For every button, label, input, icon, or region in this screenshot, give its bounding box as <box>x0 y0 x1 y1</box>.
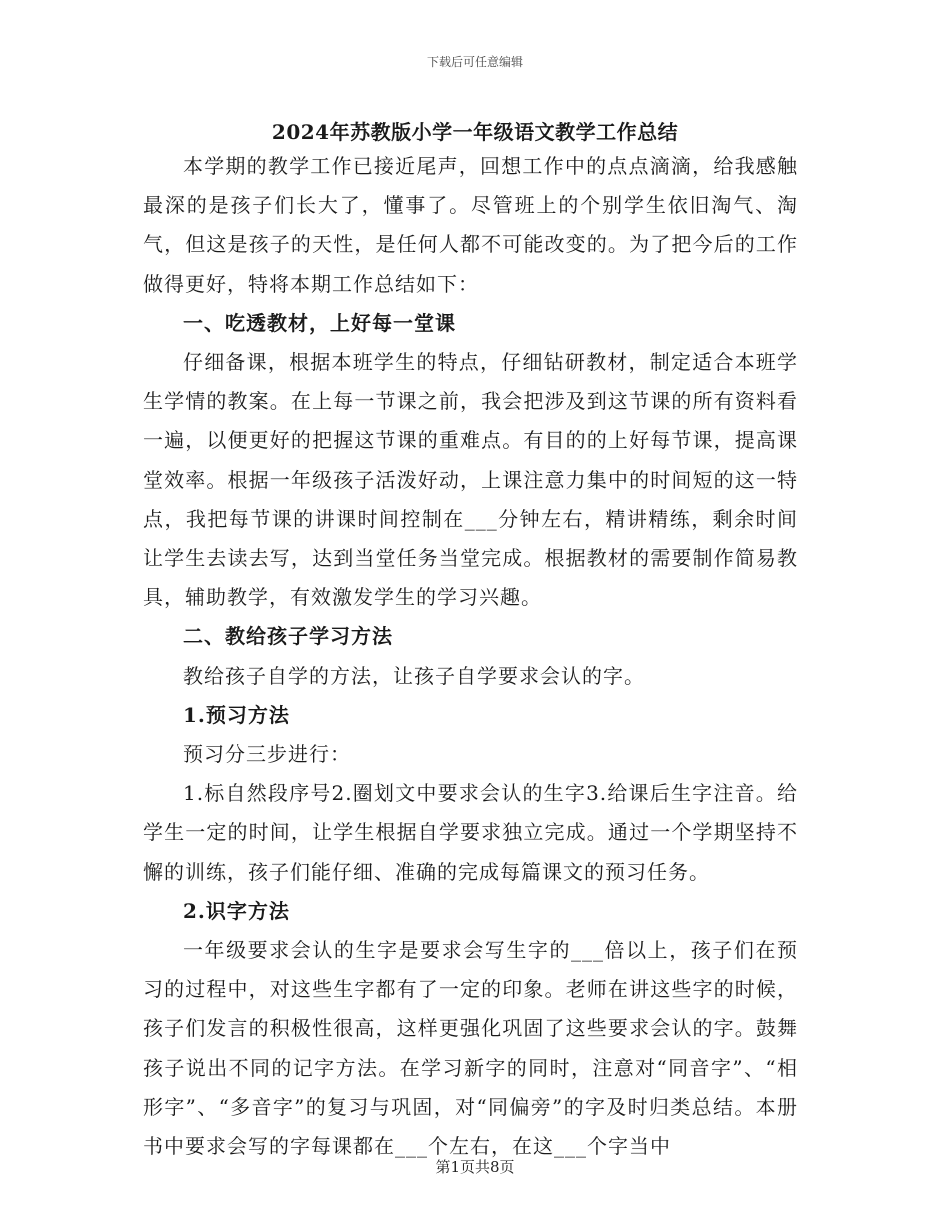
header-note: 下载后可任意编辑 <box>426 55 523 69</box>
paragraph-preview-steps-intro: 预习分三步进行： <box>183 742 351 767</box>
document-title: 2024年苏教版小学一年级语文教学工作总结 <box>271 120 679 144</box>
intro-paragraph: 本学期的教学工作已接近尾声，回想工作中的点点滴滴，给我感触最深的是孩子们长大了，懂事了。尽管班上的个别学生依旧淘气、淘气，但这是孩子的天性，是任何人都不可能改变的。为了把今后的工作做得更好，特将本期工作总结如下： <box>143 154 798 296</box>
paragraph-lesson-prep: 仔细备课，根据本班学生的特点，仔细钻研教材，制定适合本班学生学情的教案。在上每一节课之前，我会把涉及到这节课的所有资料看一遍，以便更好的把握这节课的重难点。有目的的上好每节课，提高课堂效率。根据一年级孩子活泼好动，上课注意力集中的时间短的这一特点，我把每节课的讲课时间控制在___分钟左右，精讲精练，剩余时间让学生去读去写，达到当堂任务当堂完成。根据教材的需要制作简易教具，辅助教学，有效激发学生的学习兴趣。 <box>143 350 798 610</box>
subheading-literacy: 2.识字方法 <box>183 898 290 923</box>
subheading-preview: 1.预习方法 <box>183 702 290 727</box>
paragraph-literacy: 一年级要求会认的生字是要求会写生字的___倍以上，孩子们在预习的过程中，对这些生字都有了一定的印象。老师在讲这些字的时候，孩子们发言的积极性很高，这样更强化巩固了这些要求会认的字。鼓舞孩子说出不同的记字方法。在学习新字的同时，注意对“同音字”、“相形字”、“多音字”的复习与巩固，对“同偏旁”的字及时归类总结。本册书中要求会写的字每课都在___个左右，在这___个字当中 <box>143 938 798 1159</box>
paragraph-preview-steps: 1.标自然段序号2.圈划文中要求会认的生字3.给课后生字注音。给学生一定的时间，让学生根据自学要求独立完成。通过一个学期坚持不懈的训练，孩子们能仔细、准确的完成每篇课文的预习任务。 <box>143 781 798 884</box>
section-heading-1: 一、吃透教材，上好每一堂课 <box>183 310 456 335</box>
page-footer: 第1页共8页 <box>435 1158 515 1176</box>
document-body <box>143 147 798 1166</box>
section-heading-2: 二、教给孩子学习方法 <box>183 624 393 649</box>
paragraph-self-study: 教给孩子自学的方法，让孩子自学要求会认的字。 <box>183 663 645 688</box>
